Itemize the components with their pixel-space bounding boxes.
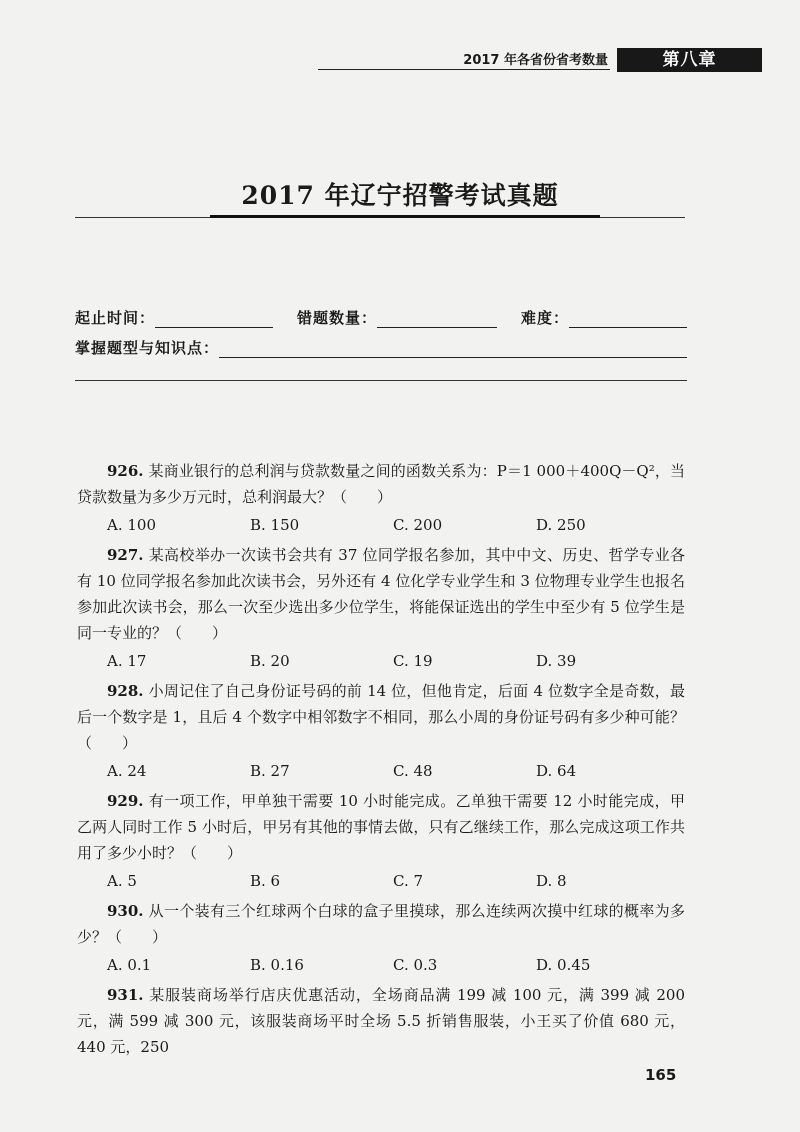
question-list [77,458,685,1064]
question-927 [77,542,685,674]
error-count-label: 错题数量： [297,309,378,327]
option-b: B. 0.16 [250,956,304,974]
question-stem [77,678,685,756]
option-a: A. 100 [107,516,156,534]
start-time-label: 起止时间： [75,309,156,327]
options-row [107,952,685,978]
start-time-blank [155,309,273,328]
option-c: C. 200 [393,516,443,534]
page-number: 165 [645,1066,677,1084]
option-c: C. 7 [393,872,424,890]
question-number: 928. [107,682,144,700]
question-text: 某高校举办一次读书会共有 37 位同学报名参加，其中中文、历史、哲学专业各有 10 位同学报名参加此次读书会，另外还有 4 位化学专业学生和 3 位物理专业学生也报名参加此次读书会，那么一次至少选出多少位学生，将能保证选出的学生中至少有 5 位学生是同一专业的？（ ） [77,546,685,642]
option-a: A. 5 [107,872,137,890]
options-row [107,512,685,538]
extra-writing-line [75,380,687,381]
form-row-1 [75,298,687,328]
option-c: C. 19 [393,652,433,670]
question-926 [77,458,685,538]
option-a: A. 17 [107,652,147,670]
option-d: D. 0.45 [536,956,591,974]
question-text: 某商业银行的总利润与贷款数量之间的函数关系为：P＝1 000＋400Q－Q²，当贷款数量为多少万元时，总利润最大？（ ） [77,462,685,506]
difficulty-label: 难度： [521,309,570,327]
chapter-badge: 第八章 [617,48,762,72]
question-number: 929. [107,792,144,810]
option-b: B. 27 [250,762,290,780]
record-form [75,298,687,358]
option-b: B. 150 [250,516,300,534]
header-rule [318,69,610,70]
option-d: D. 8 [536,872,567,890]
question-stem [77,982,685,1060]
question-text: 有一项工作，甲单独干需要 10 小时能完成。乙单独干需要 12 小时能完成，甲乙两人同时工作 5 小时后，甲另有其他的事情去做，只有乙继续工作，那么完成这项工作共用了多少小时？（ ） [77,792,685,862]
question-928 [77,678,685,784]
question-stem [77,788,685,866]
knowledge-blank [219,339,687,358]
option-a: A. 0.1 [107,956,152,974]
header-subtitle: 2017 年各省份省考数量 [463,53,608,68]
question-text: 小周记住了自己身份证号码的前 14 位，但他肯定，后面 4 位数字全是奇数，最后一个数字是 1，且后 4 个数字中相邻数字不相同，那么小周的身份证号码有多少种可能？（ ） [77,682,685,752]
options-row [107,648,685,674]
question-929 [77,788,685,894]
running-header [318,48,800,74]
form-row-2 [75,328,687,358]
options-row [107,758,685,784]
difficulty-blank [569,309,687,328]
option-d: D. 250 [536,516,586,534]
question-number: 930. [107,902,144,920]
title-rule-bold [210,215,600,218]
error-count-blank [377,309,497,328]
question-stem [77,542,685,646]
page-title: 2017 年辽宁招警考试真题 [241,181,559,210]
question-number: 931. [107,986,144,1004]
knowledge-label: 掌握题型与知识点： [75,339,220,357]
option-b: B. 6 [250,872,281,890]
option-d: D. 64 [536,762,577,780]
option-c: C. 0.3 [393,956,438,974]
option-b: B. 20 [250,652,290,670]
question-text: 从一个装有三个红球两个白球的盒子里摸球，那么连续两次摸中红球的概率为多少？（ ） [77,902,685,946]
question-930 [77,898,685,978]
question-931 [77,982,685,1060]
question-text: 某服装商场举行店庆优惠活动，全场商品满 199 减 100 元，满 399 减 200 元，满 599 减 300 元，该服装商场平时全场 5.5 折销售服装，小王买了价值 680 元，440 元，250 [77,986,685,1056]
option-d: D. 39 [536,652,577,670]
options-row [107,868,685,894]
question-stem [77,458,685,510]
question-number: 926. [107,462,144,480]
question-stem [77,898,685,950]
option-c: C. 48 [393,762,433,780]
question-number: 927. [107,546,144,564]
option-a: A. 24 [107,762,147,780]
